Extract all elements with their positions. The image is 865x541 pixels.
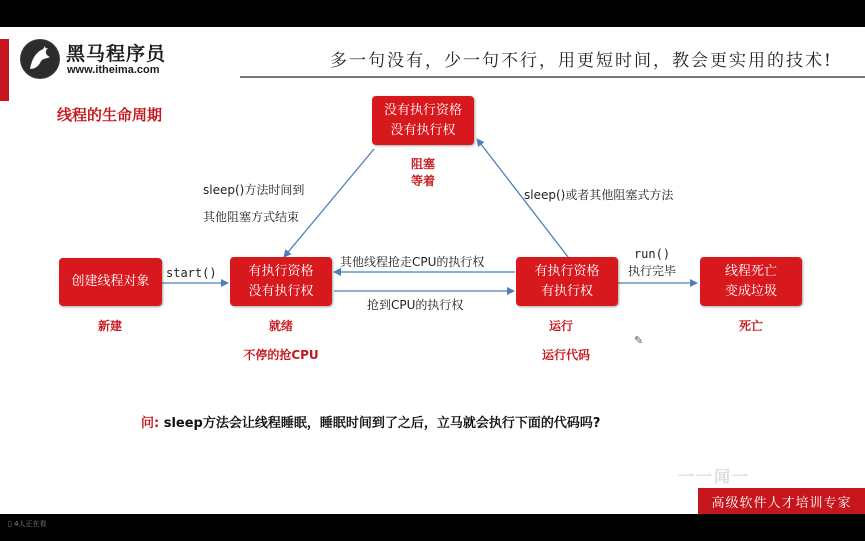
question-text: sleep方法会让线程睡眠，睡眠时间到了之后，立马就会执行下面的代码吗? <box>163 416 601 431</box>
question-prefix: 问: <box>141 416 160 431</box>
state-ready-line2: 没有执行权 <box>248 283 314 299</box>
player-bottom-bar <box>0 514 865 541</box>
note-run-done <box>628 246 676 280</box>
note-cpu-taken: 其他线程抢走CPU的执行权 <box>340 255 485 269</box>
label-ready: 就绪 <box>268 319 293 333</box>
state-box-running <box>516 257 618 306</box>
state-dead-line2: 变成垃圾 <box>724 283 777 299</box>
slide <box>0 27 865 514</box>
brand-name: 黑马程序员 <box>66 43 167 65</box>
slogan: 多一句没有，少一句不行，用更短时间，教会更实用的技术! <box>330 51 833 71</box>
note-to-blocked: sleep()或者其他阻塞式方法 <box>524 188 674 202</box>
label-dead: 死亡 <box>738 319 763 333</box>
label-running: 运行 <box>548 319 573 333</box>
state-dead-line1: 线程死亡 <box>724 263 777 279</box>
state-running-line1: 有执行资格 <box>534 263 600 279</box>
state-ready-line1: 有执行资格 <box>248 263 314 279</box>
viewer-count: ▯ 4人正在看 <box>8 520 47 528</box>
label-ready-sub: 不停的抢CPU <box>243 348 319 362</box>
brand-url: www.itheima.com <box>67 64 160 76</box>
note-run-done-line1: run() <box>633 247 671 261</box>
section-title: 线程的生命周期 <box>57 106 163 124</box>
note-sleep-end-line2: 其他阻塞方式结束 <box>203 210 300 224</box>
label-new: 新建 <box>97 319 122 333</box>
pen-cursor-icon: ✎ <box>634 334 644 347</box>
question <box>141 412 600 431</box>
state-blocked-line1: 没有执行资格 <box>383 102 462 118</box>
label-running-sub: 运行代码 <box>541 348 590 362</box>
note-start: start() <box>166 266 217 280</box>
note-run-done-line2: 执行完毕 <box>628 264 677 278</box>
state-running-line2: 有执行权 <box>540 283 593 299</box>
note-sleep-end-line1: sleep()方法时间到 <box>203 183 305 197</box>
state-box-dead <box>700 257 802 306</box>
note-cpu-grabbed: 抢到CPU的执行权 <box>367 298 464 312</box>
footer-band: 高级软件人才培训专家 <box>698 488 865 514</box>
note-sleep-end <box>203 177 304 231</box>
viewer-count-text: 4人正在看 <box>14 520 47 528</box>
state-blocked-line2: 没有执行权 <box>390 122 456 138</box>
state-box-blocked <box>372 96 474 145</box>
label-blocked <box>393 156 453 190</box>
state-box-ready <box>230 257 332 306</box>
label-blocked-line2: 等着 <box>410 174 435 188</box>
state-new-text: 创建线程对象 <box>71 274 150 289</box>
state-box-new <box>59 258 162 306</box>
footer-decoration: 一一闻一 <box>678 467 751 486</box>
label-blocked-line1: 阻塞 <box>410 157 435 171</box>
